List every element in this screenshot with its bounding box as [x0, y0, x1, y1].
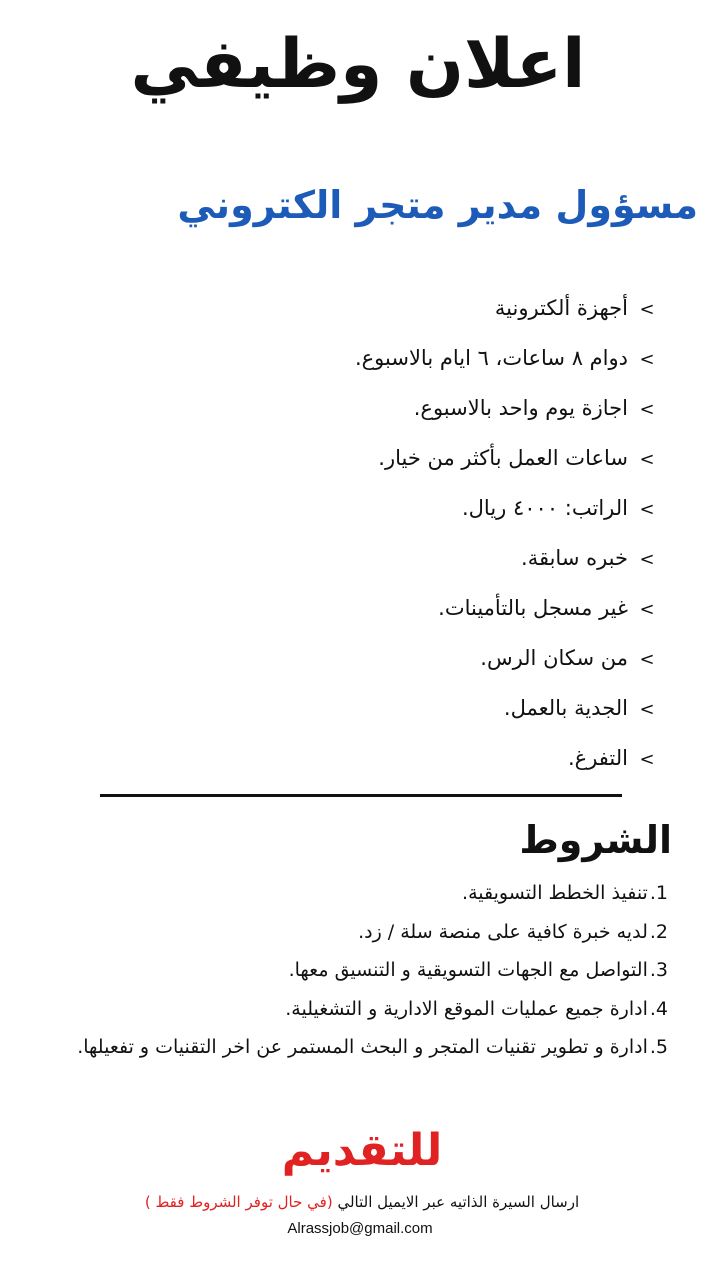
benefit-text: خبره سابقة. [521, 546, 628, 570]
benefit-text: التفرغ. [568, 746, 628, 770]
list-item [98, 288, 658, 338]
list-item [28, 955, 668, 994]
conditions-list [28, 878, 668, 1071]
list-item [98, 638, 658, 688]
chevron-right-icon: > [639, 699, 655, 720]
item-number: 1. [649, 882, 668, 904]
list-item [98, 738, 658, 788]
job-position-title: مسؤول مدير متجر الكتروني [177, 183, 698, 227]
chevron-right-icon: > [639, 399, 655, 420]
benefit-text: ساعات العمل بأكثر من خيار. [378, 446, 628, 470]
page-title: اعلان وظيفي [130, 25, 586, 104]
item-number: 5. [649, 1036, 668, 1058]
item-number: 3. [649, 959, 668, 981]
list-item [98, 688, 658, 738]
chevron-right-icon: > [639, 349, 655, 370]
list-item [28, 994, 668, 1033]
benefit-text: دوام ٨ ساعات، ٦ ايام بالاسبوع. [354, 346, 628, 370]
condition-text: ادارة جميع عمليات الموقع الادارية و التشغيلية. [285, 997, 648, 1020]
list-item [98, 588, 658, 638]
chevron-right-icon: > [639, 549, 655, 570]
chevron-right-icon: > [639, 749, 655, 770]
item-number: 2. [649, 920, 668, 943]
conditions-title: الشروط [519, 818, 672, 862]
chevron-right-icon: > [639, 299, 655, 320]
chevron-right-icon: > [639, 499, 655, 520]
email-link[interactable]: Alrassjob@gmail.com [287, 1220, 433, 1237]
condition-text: التواصل مع الجهات التسويقية و التنسيق معها. [288, 959, 648, 981]
list-item [28, 878, 668, 917]
benefit-text: من سكان الرس. [480, 646, 628, 670]
list-item [98, 438, 658, 488]
section-divider [100, 794, 622, 797]
list-item [98, 338, 658, 388]
list-item [98, 388, 658, 438]
list-item [28, 917, 668, 956]
apply-instruction-text: ارسال السيرة الذاتيه عبر الايميل التالي [337, 1193, 580, 1211]
apply-note: (في حال توفر الشروط فقط ) [144, 1193, 333, 1211]
benefit-text: أجهزة ألكترونية [494, 296, 628, 320]
apply-instruction [0, 1190, 720, 1214]
list-item [98, 488, 658, 538]
benefit-text: الراتب: ٤٠٠٠ ريال. [462, 496, 628, 520]
benefits-list [98, 288, 658, 788]
list-item [98, 538, 658, 588]
benefit-text: الجدية بالعمل. [503, 696, 628, 720]
condition-text: تنفيذ الخطط التسويقية. [462, 882, 648, 904]
benefit-text: غير مسجل بالتأمينات. [438, 596, 628, 620]
chevron-right-icon: > [639, 649, 655, 670]
list-item [28, 1032, 668, 1071]
chevron-right-icon: > [639, 599, 655, 620]
benefit-text: اجازة يوم واحد بالاسبوع. [413, 396, 628, 420]
item-number: 4. [649, 997, 668, 1020]
chevron-right-icon: > [639, 449, 655, 470]
condition-text: ادارة و تطوير تقنيات المتجر و البحث المستمر عن اخر التقنيات و تفعيلها. [77, 1036, 648, 1058]
apply-title: للتقديم [281, 1125, 443, 1176]
condition-text: لديه خبرة كافية على منصة سلة / زد. [358, 920, 648, 943]
